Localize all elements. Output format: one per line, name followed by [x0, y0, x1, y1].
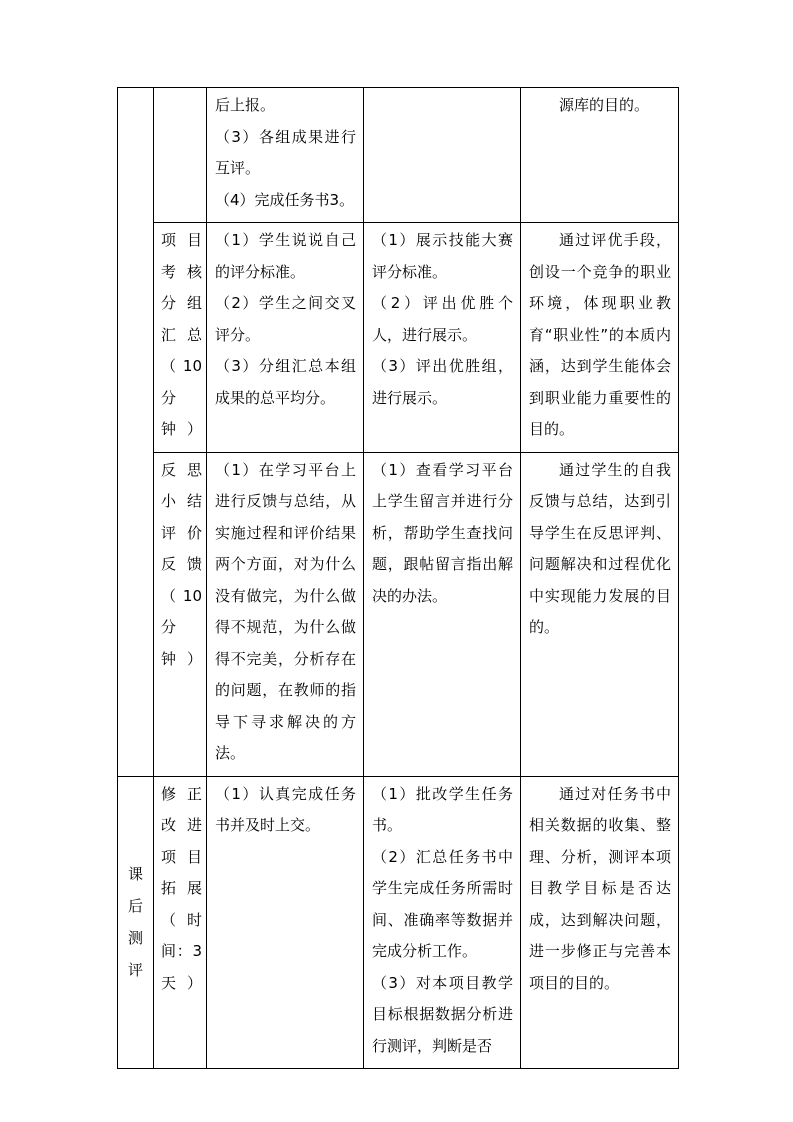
teacher-activity-cell: [364, 776, 521, 1069]
paragraph: （1）展示技能大赛评分标准。: [372, 231, 513, 281]
paragraph: （3）对本项目教学目标根据数据分析进行测评，判断是否: [372, 973, 513, 1055]
step-cell: [154, 88, 207, 223]
step-line: 天）: [161, 973, 202, 992]
step-line: 钟）: [161, 420, 202, 438]
paragraph: （1）认真完成任务书并及时上交。: [215, 784, 356, 834]
paragraph: （3）分组汇总本组成果的总平均分。: [215, 357, 356, 407]
stage-cell: [118, 88, 154, 777]
stage-cell: [118, 776, 154, 1069]
step-line: 钟）: [161, 649, 202, 668]
step-line: 评价: [161, 523, 202, 542]
lesson-plan-body: [118, 88, 679, 1069]
paragraph: （1）批改学生任务书。: [372, 784, 513, 834]
student-activity-cell: [207, 776, 364, 1069]
paragraph: 后上报。: [215, 96, 276, 114]
step-line: 项目: [161, 231, 202, 249]
step-line: 间：3: [161, 942, 202, 960]
paragraph: 通过评优手段，创设一个竞争的职业环境，体现职业教育“职业性”的本质内涵，达到学生能体会到职业能力重要性的目的。: [529, 231, 671, 438]
step-line: 拓展: [161, 879, 202, 897]
paragraph: （3）评出优胜组，进行展示。: [372, 357, 513, 407]
step-line: 项目: [161, 847, 202, 866]
design-intent-cell: [521, 88, 679, 223]
step-line: 反思: [161, 460, 202, 479]
table-row: [118, 88, 679, 223]
student-activity-cell: [207, 223, 364, 453]
step-line: 修正: [161, 784, 202, 803]
student-activity-cell: [207, 452, 364, 776]
step-line: 汇总: [161, 325, 202, 344]
teacher-activity-cell: [364, 223, 521, 453]
paragraph: （1）查看学习平台上学生留言并进行分析，帮助学生查找问题，跟帖留言指出解决的办法。: [372, 460, 513, 605]
step-cell: [154, 452, 207, 776]
step-line: 分: [161, 388, 177, 407]
step-line: （10: [161, 357, 202, 375]
table-row: [118, 452, 679, 776]
step-cell: [154, 223, 207, 453]
paragraph: 源库的目的。: [559, 96, 650, 114]
paragraph: 通过对任务书中相关数据的收集、整理、分析，测评本项目教学目标是否达成，达到解决问题，进一步修正与完善本项目的目的。: [529, 784, 671, 992]
paragraph: （2）评出优胜个人，进行展示。: [372, 294, 513, 344]
step-line: 改进: [161, 816, 202, 834]
paragraph: （4）完成任务书3。: [215, 190, 355, 209]
table-row: [118, 223, 679, 453]
teacher-activity-cell: [364, 452, 521, 776]
step-line: 分组: [161, 294, 202, 312]
lesson-plan-table: [117, 87, 679, 1069]
student-activity-cell: [207, 88, 364, 223]
paragraph: （2）汇总任务书中学生完成任务所需时间、准确率等数据并完成分析工作。: [372, 847, 513, 960]
paragraph: （3）各组成果进行互评。: [215, 127, 356, 177]
step-line: （10: [161, 586, 202, 605]
paragraph: 通过学生的自我反馈与总结，达到引导学生在反思评判、问题解决和过程优化中实现能力发展的目的。: [529, 460, 671, 636]
step-cell: [154, 776, 207, 1069]
paragraph: （2）学生之间交叉评分。: [215, 294, 356, 344]
step-line: （时: [161, 910, 202, 929]
stage-label: 课 后 测 评: [127, 865, 143, 980]
teacher-activity-cell: [364, 88, 521, 223]
paragraph: （1）在学习平台上进行反馈与总结，从实施过程和评价结果两个方面，对为什么没有做完，为什么做得不规范，为什么做得不完美，分析存在的问题，在教师的指导下寻求解决的方法。: [215, 460, 356, 762]
step-line: 小结: [161, 492, 202, 510]
table-row: [118, 776, 679, 1069]
design-intent-cell: [521, 223, 679, 453]
design-intent-cell: [521, 776, 679, 1069]
step-line: 反馈: [161, 555, 202, 573]
step-line: 考核: [161, 262, 202, 281]
step-line: 分: [161, 618, 177, 636]
paragraph: （1）学生说说自己的评分标准。: [215, 231, 356, 281]
design-intent-cell: [521, 452, 679, 776]
